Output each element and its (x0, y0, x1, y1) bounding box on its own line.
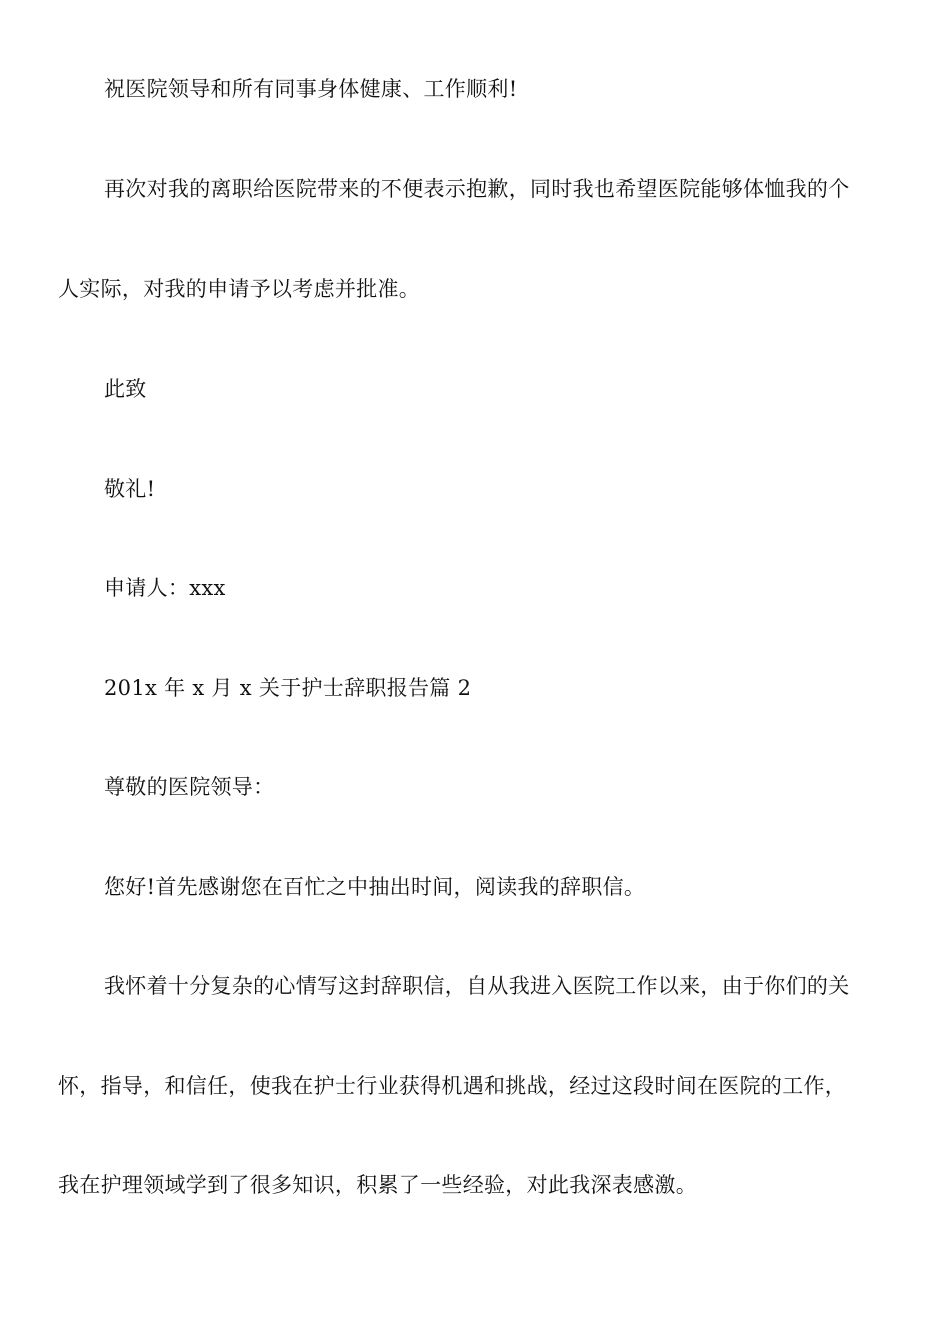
closing-salute: 敬礼! (104, 477, 156, 501)
paragraph-wishes: 祝医院领导和所有同事身体健康、工作顺利! (104, 77, 518, 101)
salutation: 尊敬的医院领导： (104, 775, 275, 799)
paragraph-body-line-1: 我怀着十分复杂的心情写这封辞职信，自从我进入医院工作以来，由于你们的关 (104, 974, 850, 998)
paragraph-apology-line-1: 再次对我的离职给医院带来的不便表示抱歉，同时我也希望医院能够体恤我的个 (104, 177, 850, 201)
paragraph-apology-line-2: 人实际，对我的申请予以考虑并批准。 (58, 277, 421, 301)
paragraph-body-line-2: 怀，指导，和信任，使我在护士行业获得机遇和挑战，经过这段时间在医院的工作， (58, 1074, 847, 1098)
closing-greeting: 此致 (104, 377, 147, 401)
date-and-section-title: 201x 年 x 月 x 关于护士辞职报告篇 2 (104, 676, 472, 700)
paragraph-body-line-3: 我在护理领域学到了很多知识，积累了一些经验，对此我深表感激。 (58, 1173, 697, 1197)
paragraph-greeting: 您好!首先感谢您在百忙之中抽出时间，阅读我的辞职信。 (104, 875, 646, 899)
applicant-signature: 申请人：xxx (104, 576, 226, 600)
